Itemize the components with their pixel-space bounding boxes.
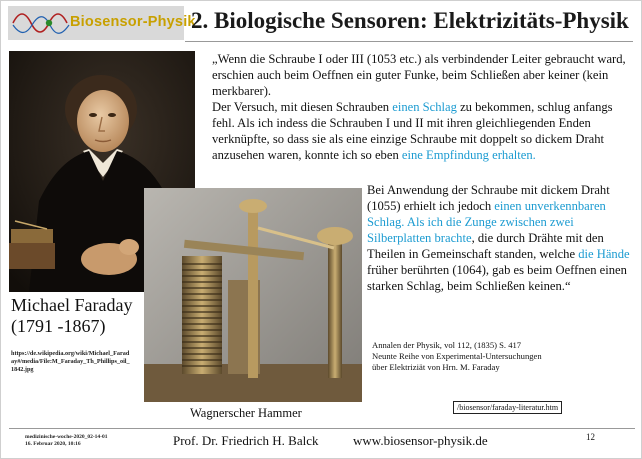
footer-divider [9, 428, 635, 429]
footer-meta [25, 434, 108, 448]
person-years: (1791 -1867) [11, 316, 106, 336]
wagner-hammer-photo [144, 188, 362, 402]
footer-meta-date: 16. Februar 2020, 10:16 [25, 441, 81, 447]
portrait-source-url[interactable]: https://de.wikipedia.org/wiki/Michael_Faraday#/media/File:M_Faraday_Th_Phillips_oil_1842.jpg [11, 350, 130, 373]
quote-text: zu bekommen, schlug anfangs fehl. Als ich indess die Schrauben I und II mit ihren gleichliegenden Enden verknüpfte, so dass sie als eine einzige Schraube mit doppelt so dickem Draht anzusehen waren, konnte ich so eben [212, 100, 613, 162]
hammer-caption: Wagnerscher Hammer [190, 406, 302, 420]
logo-text: Biosensor-Physik [70, 14, 196, 30]
footer-author: Prof. Dr. Friedrich H. Balck [173, 433, 319, 448]
citation-line: Annalen der Physik, vol 112, (1835) S. 417 [372, 340, 522, 350]
page-title: 2. Biologische Sensoren: Elektrizitäts-Physik [191, 8, 629, 33]
citation [372, 340, 642, 373]
page-number: 12 [586, 432, 595, 442]
quote-text: früher berührten (1064), gab es beim Oeffnen einen starken Schlag, beim Schließen keinen.“ [367, 263, 627, 293]
citation-line: Neunte Reihe von Experimental-Untersuchungen [372, 351, 542, 361]
logo [8, 6, 196, 40]
title-divider [185, 41, 633, 42]
highlight-text: einen unverkennbaren Schlag. Als ich die Zunge zwischen zwei Silberplatten brachte [367, 199, 606, 245]
quote-paragraph-1 [212, 51, 632, 163]
highlight-text: eine Empfindung erhalten. [401, 148, 536, 162]
highlight-text: einen Schlag [392, 100, 457, 114]
quote-text: , die durch Drähte mit den Theilen in Gemeinschaft standen, welche [367, 231, 604, 261]
sine-wave-icon [11, 9, 75, 37]
hammer-image [144, 188, 362, 402]
quote-text: Der Versuch, mit diesen Schrauben [212, 100, 393, 114]
citation-line: über Elektriziät von Hrn. M. Faraday [372, 362, 500, 372]
footer-meta-file: medizinische-woche-2020_02-14-01 [25, 434, 108, 440]
quote-paragraph-2 [367, 182, 635, 294]
quote-text: Bei Anwendung der Schraube mit dickem Draht (1055) erhielt ich jedoch [367, 183, 610, 213]
quote-text: „Wenn die Schraube I oder III (1053 etc.) als verbindender Leiter gebraucht ward, erschien auch beim Oeffnen ein guter Funke, beim Schließen aber keiner (kein merkbarer). [212, 52, 626, 98]
literature-link[interactable]: /biosensor/faraday-literatur.htm [453, 401, 562, 414]
portrait-caption [11, 295, 132, 337]
highlight-text: die Hände [578, 247, 630, 261]
footer-website[interactable]: www.biosensor-physik.de [353, 433, 488, 448]
person-name: Michael Faraday [11, 295, 133, 315]
